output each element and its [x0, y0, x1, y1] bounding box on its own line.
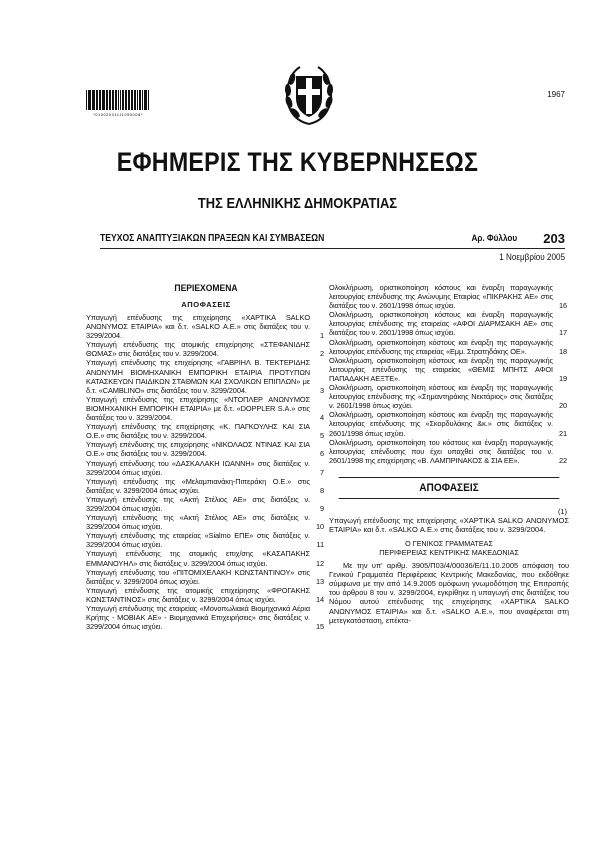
contents-subheading: ΑΠΟΦΑΣΕΙΣ: [181, 300, 231, 309]
toc-item-page: 9: [319, 503, 324, 513]
toc-item-page: 14: [315, 594, 324, 604]
toc-item-text: Υπαγωγή επένδυσης της «Ακτή Στέλιος ΑΕ» στις διατάξεις ν. 3299/2004 όπως ισχύει.: [86, 513, 310, 532]
toc-item-page: 18: [558, 346, 567, 356]
toc-item-text: Υπαγωγή επένδυσης της «Μελαμπιανάκη-Πιπεράκη Ο.Ε.» στις διατάξεις ν. 3299/2004 όπως ισχύει.: [86, 476, 310, 495]
toc-item: [86, 459, 326, 477]
toc-item-page: 4: [319, 413, 324, 423]
toc-item-text: Υπαγωγή επένδυσης της ατομικής επιχ/σης «ΚΑΣΑΠΑΚΗΣ ΕΜΜΑΝΟΥΗΛ» στις διατάξεις ν. 3299/2004 όπως ισχύει.: [86, 549, 310, 568]
toc-item: [86, 313, 326, 340]
toc-item-text: Ολοκλήρωση, οριστικοποίηση κόστους και έναρξη της παραγωγικής λειτουργίας επένδυσης της «Σκορδυλάκης &κ.» στις διατάξεις ν. 2601/1998 όπως ισχύει.: [329, 410, 553, 438]
toc-item-text: Ολοκλήρωση, οριστικοποίηση κόστους και έναρξη παραγωγικής λειτουργίας επένδυσης της Ανώνυμης Εταιρίας «ΠΙΚΡΑΚΗΣ ΑΕ» στις διατάξεις του ν. 2601/1998 όπως ισχύει.: [329, 283, 553, 311]
toc-item-text: Υπαγωγή επένδυσης της ατομικής επιχείρησης «ΦΡΟΓΑΚΗΣ ΚΩΝΣΤΑΝΤΙΝΟΣ» στις διατάξεις ν. 3299/2004 όπως ισχύει.: [86, 585, 310, 604]
toc-item: [329, 283, 569, 310]
toc-item-page: 21: [558, 428, 567, 438]
toc-item: [329, 338, 569, 356]
barcode-bar: [110, 90, 111, 110]
page-number: 1967: [547, 90, 565, 99]
barcode-bar: [129, 90, 130, 110]
barcode-bar: [107, 90, 108, 110]
toc-item-text: Υπαγωγή επένδυσης της εταιρείας «Μονοπωλιακά Βιομηχανικά Αέρια Κρήτης - ΜΟΒΙΑΚ ΑΕ» - Βιομηχανικά Επιχειρήσεις» στις διατάξεις ν. 3299/2004 όπως ισχύει.: [86, 604, 310, 632]
toc-item: [86, 495, 326, 513]
toc-item: [86, 395, 326, 422]
issue-number: 203: [543, 231, 565, 246]
gazette-subtitle: ΤΗΣ ΕΛΛΗΝΙΚΗΣ ΔΗΜΟΚΡΑΤΙΑΣ: [197, 195, 398, 212]
toc-item-text: Υπαγωγή επένδυσης της επιχείρησης «ΝΤΟΠΛΕΡ ΑΝΩΝΥΜΟΣ ΒΙΟΜΗΧΑΝΙΚΗ ΕΜΠΟΡΙΚΗ ΕΤΑΙΡΙΑ» με δ.τ. «DOPPLER S.A.» στις διατάξεις του ν. 3299/2004.: [86, 394, 310, 423]
toc-item-page: 6: [319, 449, 324, 459]
toc-item: [86, 422, 326, 440]
toc-item: [86, 531, 326, 549]
toc-item-page: 22: [558, 455, 567, 465]
barcode-bar: [148, 90, 149, 110]
contents-list-right: [329, 283, 569, 465]
toc-item-text: Υπαγωγή επένδυσης της επιχείρησης «ΧΑΡΤΙΚΑ SALKO ΑΝΩΝΥΜΟΣ ΕΤΑΙΡΙΑ» και δ.τ. «SALKO Α.Ε.» στις διατάξεις του ν. 3299/2004.: [86, 313, 310, 341]
toc-item: [86, 513, 326, 531]
barcode-bar: [100, 90, 101, 110]
contents-list-left: [86, 313, 326, 631]
toc-item-page: 11: [316, 540, 324, 550]
toc-item-page: 10: [315, 522, 324, 532]
barcode: [86, 90, 150, 110]
toc-item-page: 13: [315, 576, 324, 586]
toc-item-text: Υπαγωγή επένδυσης της ατομικής επιχείρησης «ΣΤΕΦΑΝΙΔΗΣ ΘΩΜΑΣ» στις διατάξεις του ν. 3299/2004.: [86, 340, 310, 359]
gazette-title: ΕΦΗΜΕΡΙΣ ΤΗΣ ΚΥΒΕΡΝΗΣΕΩΣ: [116, 147, 479, 177]
toc-item: [86, 549, 326, 567]
contents-heading: ΠΕΡΙΕΧΟΜΕΝΑ: [174, 283, 238, 294]
toc-item-page: 8: [319, 485, 324, 495]
toc-item: [86, 358, 326, 394]
toc-item: [86, 586, 326, 604]
barcode-bar: [113, 90, 114, 110]
barcode-bar: [132, 90, 133, 110]
toc-item-page: 17: [558, 328, 567, 338]
issue-type: ΤΕΥΧΟΣ ΑΝΑΠΤΥΞΙΑΚΩΝ ΠΡΑΞΕΩΝ ΚΑΙ ΣΥΜΒΑΣΕΩΝ: [100, 232, 325, 244]
barcode-bar: [88, 90, 89, 110]
decision-body: Με την υπ' αριθμ. 3905/Π03/4/00036/Ε/11.10.2005 απόφαση του Γενικού Γραμματέα Περιφέρειας Κεντρικής Μακεδονίας, που εκδόθηκε σύμφωνα με την από 14.9.2005 ομόφωνη γνωμοδότηση της Επιτροπής του άρθρου 8 του ν. 3299/2004, εγκρίθηκε η υπαγωγή στις διατάξεις του Νόμου αυτού επένδυσης της επιχείρησης «ΧΑΡΤΙΚΑ SALKO ΑΝΩΝΥΜΟΣ ΕΤΑΙΡΙΑ» και δ.τ. «SALKO Α.Ε.», που αναφέρεται στη μετεγκατάσταση, επέκτα-: [329, 561, 569, 625]
toc-item: [329, 383, 569, 410]
toc-item: [86, 604, 326, 631]
toc-item: [329, 438, 569, 465]
toc-item-page: 19: [558, 373, 567, 383]
toc-item: [329, 356, 569, 383]
toc-item-page: 2: [319, 349, 324, 359]
decision-number: (1): [557, 506, 567, 516]
toc-item: [329, 310, 569, 337]
issue-row: [100, 232, 565, 244]
toc-item-page: 7: [319, 467, 324, 477]
authority-line: ΠΕΡΙΦΕΡΕΙΑΣ ΚΕΝΤΡΙΚΗΣ ΜΑΚΕΔΟΝΙΑΣ: [379, 548, 519, 558]
barcode-bar: [142, 90, 143, 110]
toc-item-page: 1: [319, 331, 324, 341]
header-divider: [100, 248, 565, 249]
barcode-bar: [126, 90, 127, 110]
decision-title: Υπαγωγή επένδυσης της επιχείρησης «ΧΑΡΤΙΚΑ SALKO ΑΝΩΝΥΜΟΣ ΕΤΑΙΡΙΑ» και δ.τ. «SALKO Α.Ε.» στις διατάξεις του ν. 3299/2004.: [329, 515, 569, 534]
barcode-bar: [90, 90, 91, 110]
toc-item-text: Ολοκλήρωση, οριστικοποίηση κόστους και έναρξη της παραγωγικής λειτουργίας επένδυσης της εταιρείας «Εμμ. Στρατηδάκης ΟΕ».: [329, 337, 553, 356]
toc-item-text: Ολοκλήρωση, οριστικοποίηση του κόστους και έναρξη παραγωγικής λειτουργίας επένδυσης που έχει υπαχθεί στις διατάξεις του ν. 2601/1998 της επιχείρησης «Β. ΛΑΜΠΡΙΝΑΚΟΣ & ΣΙΑ ΕΕ».: [329, 437, 553, 465]
toc-item-page: 3: [319, 385, 324, 395]
decisions-heading: ΑΠΟΦΑΣΕΙΣ: [339, 477, 560, 499]
toc-item-text: Υπαγωγή επένδυσης του «ΠΙΤΟΜΙΧΕΛΑΚΗ ΚΩΝΣΤΑΝΤΙΝΟΥ» στις διατάξεις ν. 3299/2004 όπως ισχύει.: [86, 567, 310, 586]
issue-label: Αρ. Φύλλου: [471, 233, 517, 244]
barcode-bar: [97, 90, 98, 110]
toc-item-text: Υπαγωγή επένδυσης της επιχείρησης «ΓΑΒΡΙΗΛ Β. ΤΕΚΤΕΡΙΔΗΣ ΑΝΩΝΥΜΗ ΒΙΟΜΗΧΑΝΙΚΗ ΕΜΠΟΡΙΚΗ ΕΤΑΙΡΙΑ ΠΡΟΤΥΠΩΝ ΚΑΤΑΣΚΕΥΩΝ ΠΑΙΔΙΚΩΝ ΣΤΑΘΜΩΝ ΚΑΙ ΣΧΟΛΙΚΩΝ ΕΠΙΠΛΩΝ» με δ.τ. «CAMBLINO» στις διατάξεις του ν. 3299/2004.: [86, 358, 310, 395]
barcode-bar: [123, 90, 124, 110]
toc-item-text: Ολοκλήρωση, οριστικοποίηση κόστους και έναρξη της παραγωγικής λειτουργίας επένδυσης της «Σημαντηράκης Νεκτάριος» στις διατάξεις ν. 2601/1998 όπως ισχύει.: [329, 383, 553, 411]
barcode-text: *01002031111050008*: [93, 112, 143, 117]
toc-item-page: 20: [558, 401, 567, 411]
barcode-bar: [94, 90, 95, 110]
toc-item-page: 16: [558, 301, 567, 311]
contents-left-column: [86, 283, 326, 631]
toc-item-page: 12: [315, 558, 324, 568]
authority-block: [329, 539, 569, 557]
toc-item: [86, 568, 326, 586]
greek-coat-of-arms-icon: [283, 62, 335, 128]
contents-right-column: [329, 283, 569, 625]
toc-item: [86, 440, 326, 458]
toc-item-page: 5: [319, 431, 324, 441]
barcode-bar: [139, 90, 140, 110]
toc-item-text: Υπαγωγή επένδυσης της εταιρείας «Sialmo ΕΠΕ» στις διατάξεις ν. 3299/2004 όπως ισχύει.: [86, 531, 310, 550]
toc-item-text: Ολοκλήρωση, οριστικοποίηση κόστους και έναρξη παραγωγικής λειτουργίας επένδυσης της εταιρείας «ΑΦΟΙ ΔΙΑΡΜΣΑΚΗ ΑΕ» στις διατάξεις του ν. 2601/1998 όπως ισχύει.: [329, 310, 553, 338]
barcode-bar: [145, 90, 146, 110]
barcode-bar: [135, 90, 136, 110]
toc-item-text: Υπαγωγή επένδυσης του «ΔΑΣΚΑΛΑΚΗ ΙΩΑΝΝΗ» στις διατάξεις ν. 3299/2004 όπως ισχύει.: [86, 458, 310, 477]
authority-line: Ο ΓΕΝΙΚΟΣ ΓΡΑΜΜΑΤΕΑΣ: [405, 539, 493, 549]
toc-item: [86, 340, 326, 358]
toc-item: [329, 410, 569, 437]
toc-item-text: Ολοκλήρωση, οριστικοποίηση κόστους και έναρξη της παραγωγικής λειτουργίας επένδυσης της εταιρείας «ΘΕΜΙΣ ΜΠΗΤΣ ΑΦΟΙ ΠΑΠΑΔΑΚΗ ΑΕΞΤΕ».: [329, 355, 553, 383]
toc-item-page: 15: [315, 622, 324, 632]
barcode-bar: [116, 90, 117, 110]
barcode-bar: [103, 90, 104, 110]
toc-item-text: Υπαγωγή επένδυσης της «Ακτή Στέλιος ΑΕ» στις διατάξεις ν. 3299/2004 όπως ισχύει.: [86, 494, 310, 513]
toc-item: [86, 477, 326, 495]
toc-item-text: Υπαγωγή επένδυσης της επιχείρησης «ΝΙΚΟΛΑΟΣ ΝΤΙΝΑΣ ΚΑΙ ΣΙΑ Ο.Ε.» στις διατάξεις του ν. 3299/2004.: [86, 440, 310, 459]
barcode-bar: [120, 90, 121, 110]
issue-date: 1 Νοεμβρίου 2005: [499, 252, 565, 262]
toc-item-text: Υπαγωγή επένδυσης της επιχείρησης «Κ. ΠΑΓΚΟΥΛΗΣ ΚΑΙ ΣΙΑ Ο.Ε.» στις διατάξεις του ν. 3299/2004.: [86, 422, 310, 441]
